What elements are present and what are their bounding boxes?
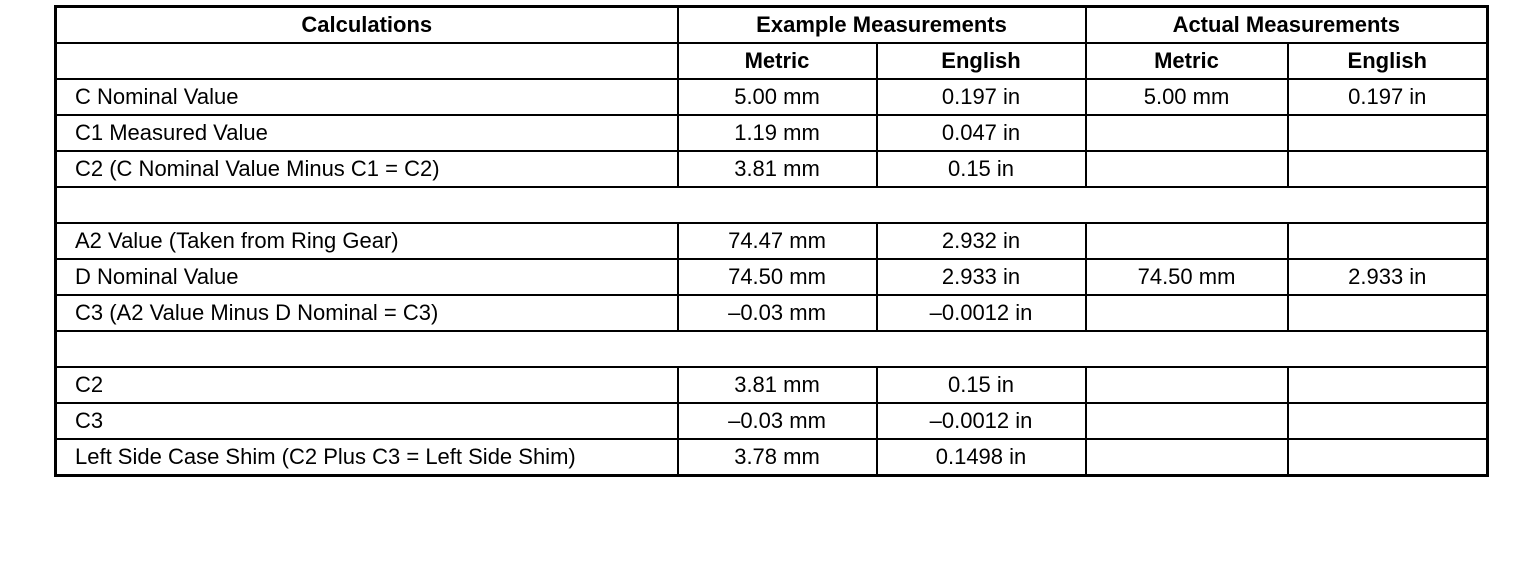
table-row <box>56 295 1488 331</box>
table-row <box>56 79 1488 115</box>
example-metric-cell: 5.00 mm <box>678 79 877 115</box>
example-english-cell: 0.047 in <box>877 115 1086 151</box>
actual-measurements-header: Actual Measurements <box>1086 7 1488 44</box>
row-label: C1 Measured Value <box>56 115 678 151</box>
actual-metric-cell <box>1086 367 1288 403</box>
header-row-units <box>56 43 1488 79</box>
example-metric-cell: 3.78 mm <box>678 439 877 476</box>
actual-english-cell <box>1288 403 1488 439</box>
table-row <box>56 151 1488 187</box>
actual-english-cell: 2.933 in <box>1288 259 1488 295</box>
table-row <box>56 115 1488 151</box>
table-row <box>56 367 1488 403</box>
example-english-cell: 0.197 in <box>877 79 1086 115</box>
example-metric-cell: 3.81 mm <box>678 367 877 403</box>
row-label: C Nominal Value <box>56 79 678 115</box>
actual-metric-cell: 74.50 mm <box>1086 259 1288 295</box>
actual-metric-cell <box>1086 295 1288 331</box>
example-metric-cell: –0.03 mm <box>678 403 877 439</box>
row-label: A2 Value (Taken from Ring Gear) <box>56 223 678 259</box>
actual-english-cell <box>1288 367 1488 403</box>
actual-english-cell <box>1288 439 1488 476</box>
actual-english-cell <box>1288 151 1488 187</box>
actual-english-cell: 0.197 in <box>1288 79 1488 115</box>
calculations-header: Calculations <box>56 7 678 44</box>
example-metric-cell: 74.47 mm <box>678 223 877 259</box>
example-english-cell: 2.932 in <box>877 223 1086 259</box>
actual-english-header: English <box>1288 43 1488 79</box>
actual-metric-cell <box>1086 403 1288 439</box>
header-row-top <box>56 7 1488 44</box>
spacer-cell <box>56 187 1488 223</box>
spacer-cell <box>56 331 1488 367</box>
actual-english-cell <box>1288 223 1488 259</box>
example-english-cell: 0.15 in <box>877 367 1086 403</box>
actual-metric-cell <box>1086 223 1288 259</box>
example-english-cell: –0.0012 in <box>877 403 1086 439</box>
example-english-cell: 0.15 in <box>877 151 1086 187</box>
example-english-cell: –0.0012 in <box>877 295 1086 331</box>
example-english-cell: 0.1498 in <box>877 439 1086 476</box>
row-label: C3 (A2 Value Minus D Nominal = C3) <box>56 295 678 331</box>
actual-metric-cell <box>1086 439 1288 476</box>
table-row <box>56 223 1488 259</box>
empty-header-cell <box>56 43 678 79</box>
actual-english-cell <box>1288 295 1488 331</box>
spacer-row <box>56 187 1488 223</box>
actual-metric-cell <box>1086 115 1288 151</box>
row-label: C2 <box>56 367 678 403</box>
table-row <box>56 403 1488 439</box>
row-label: C2 (C Nominal Value Minus C1 = C2) <box>56 151 678 187</box>
actual-metric-cell: 5.00 mm <box>1086 79 1288 115</box>
example-metric-cell: 3.81 mm <box>678 151 877 187</box>
row-label: C3 <box>56 403 678 439</box>
row-label: D Nominal Value <box>56 259 678 295</box>
example-metric-header: Metric <box>678 43 877 79</box>
actual-metric-header: Metric <box>1086 43 1288 79</box>
example-measurements-header: Example Measurements <box>678 7 1086 44</box>
example-metric-cell: 74.50 mm <box>678 259 877 295</box>
table-row <box>56 439 1488 476</box>
shim-calculation-table <box>54 5 1489 477</box>
example-metric-cell: –0.03 mm <box>678 295 877 331</box>
example-english-cell: 2.933 in <box>877 259 1086 295</box>
actual-metric-cell <box>1086 151 1288 187</box>
spacer-row <box>56 331 1488 367</box>
example-english-header: English <box>877 43 1086 79</box>
table-row <box>56 259 1488 295</box>
example-metric-cell: 1.19 mm <box>678 115 877 151</box>
actual-english-cell <box>1288 115 1488 151</box>
row-label: Left Side Case Shim (C2 Plus C3 = Left Side Shim) <box>56 439 678 476</box>
